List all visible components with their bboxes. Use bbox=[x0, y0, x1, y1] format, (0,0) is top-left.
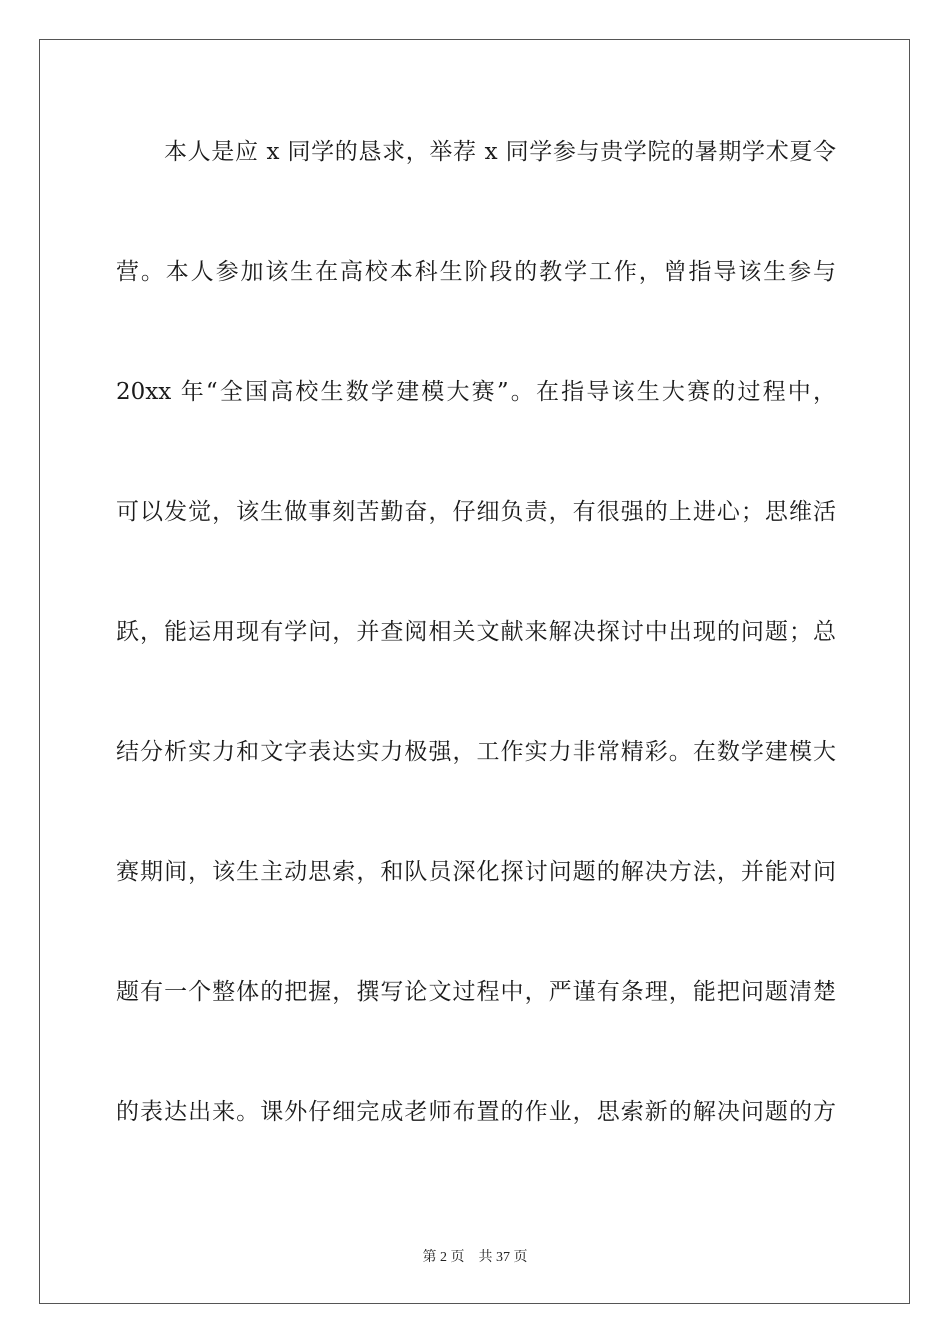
page-number: 第 2 页 bbox=[422, 1250, 465, 1265]
page-total: 共 37 页 bbox=[478, 1250, 528, 1265]
paragraph-line-6: 结分析实力和文字表达实力极强，工作实力非常精彩。在数学建模大 bbox=[116, 739, 836, 765]
page-footer bbox=[0, 1246, 950, 1266]
document-body bbox=[116, 122, 836, 1202]
paragraph-line-4: 可以发觉，该生做事刻苦勤奋，仔细负责，有很强的上进心；思维活 bbox=[116, 499, 836, 525]
paragraph-line-8: 题有一个整体的把握，撰写论文过程中，严谨有条理，能把问题清楚 bbox=[116, 979, 836, 1005]
paragraph-line-3: 20xx 年“全国高校生数学建模大赛”。在指导该生大赛的过程中， bbox=[116, 379, 836, 405]
paragraph-line-1: 本人是应 x 同学的恳求，举荐 x 同学参与贵学院的暑期学术夏令 bbox=[164, 139, 836, 165]
paragraph-line-2: 营。本人参加该生在高校本科生阶段的教学工作，曾指导该生参与 bbox=[116, 259, 836, 285]
paragraph-line-5: 跃，能运用现有学问，并查阅相关文献来解决探讨中出现的问题；总 bbox=[116, 619, 836, 645]
paragraph-line-9: 的表达出来。课外仔细完成老师布置的作业，思索新的解决问题的方 bbox=[116, 1099, 836, 1125]
paragraph-line-7: 赛期间，该生主动思索，和队员深化探讨问题的解决方法，并能对问 bbox=[116, 859, 836, 885]
